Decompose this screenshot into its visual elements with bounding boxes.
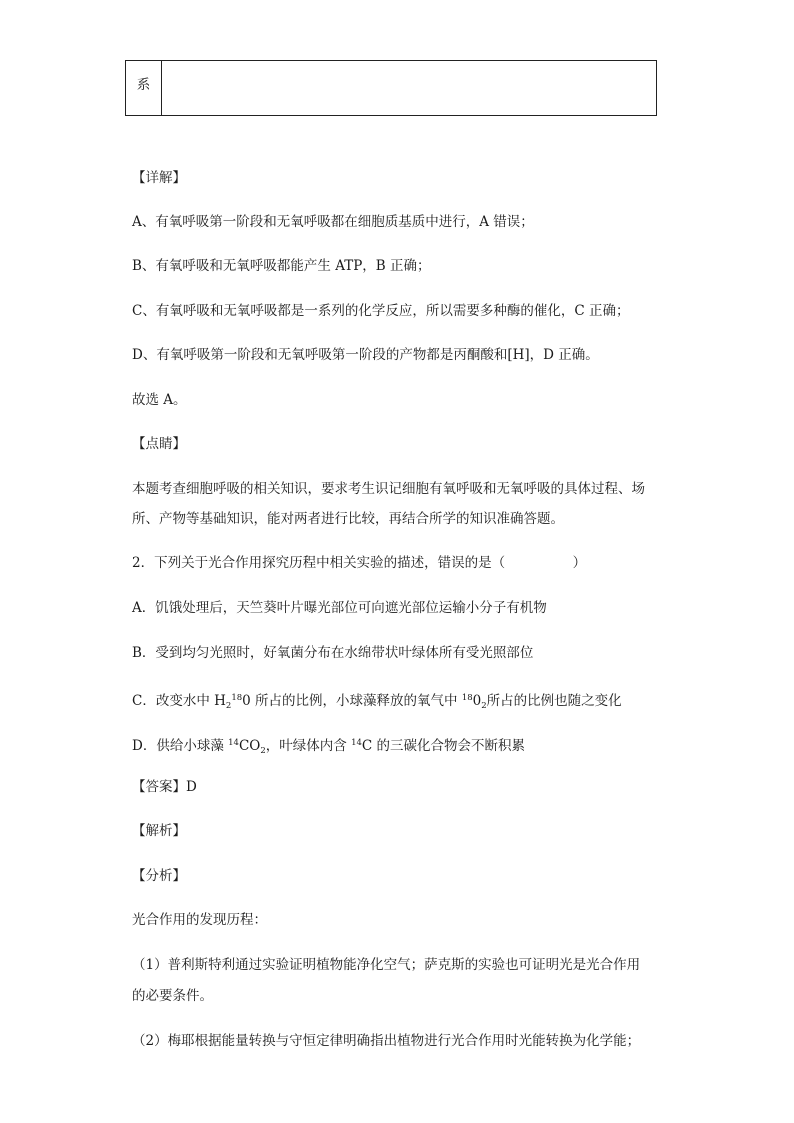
table-cell-label: 系 [126,61,162,115]
detail-line-a: A、有氧呼吸第一阶段和无氧呼吸都在细胞质基质中进行，A 错误； [132,214,534,230]
detail-line-c: C、有氧呼吸和无氧呼吸都是一系列的化学反应，所以需要多种酶的催化，C 正确； [132,303,630,319]
comment-line-1: 本题考查细胞呼吸的相关知识，要求考生识记细胞有氧呼吸和无氧呼吸的具体过程、场 [132,481,645,497]
option-d-sub-1: 2 [260,746,266,756]
history-item-1-line-2: 的必要条件。 [132,988,213,1004]
analysis-heading: 【解析】 [132,823,186,839]
option-c-sub-1: 2 [225,701,232,711]
detail-conclusion: 故选 A。 [132,392,187,408]
option-d-text-4: C 的三碳化合物会不断积累 [361,738,526,754]
table-fragment [125,60,657,116]
option-a: A．饥饿处理后，天竺葵叶片曝光部位可向遮光部位运输小分子有机物 [132,600,547,616]
question-stem: 2．下列关于光合作用探究历程中相关实验的描述，错误的是（ ） [132,555,587,571]
option-d-text-3: ，叶绿体内含 [265,738,352,754]
option-c [132,688,622,716]
option-d-text-1: D．供给小球藻 [132,738,229,754]
comment-line-2: 所、产物等基础知识，能对两者进行比较，再结合所学的知识准确答题。 [132,511,564,527]
table-cell-empty [162,61,656,115]
option-d-sup-2: 14 [351,738,362,748]
option-c-sub-2: 2 [481,701,487,711]
detail-heading: 【详解】 [132,170,186,186]
fenxi-heading: 【分析】 [132,868,186,884]
comment-heading: 【点睛】 [132,436,186,452]
option-c-text-2: 0 所占的比例，小球藻释放的氧气中 [242,693,462,709]
option-c-sup-2: 18 [461,693,473,703]
option-d-text-2: CO [238,738,261,754]
answer-line: 【答案】D [132,779,197,795]
detail-line-d: D、有氧呼吸第一阶段和无氧呼吸第一阶段的产物都是丙酮酸和[H]，D 正确。 [132,347,599,363]
history-title: 光合作用的发现历程： [132,912,267,928]
history-item-2: （2）梅耶根据能量转换与守恒定律明确指出植物进行光合作用时光能转换为化学能； [132,1033,641,1049]
option-c-text-4: 所占的比例也随之变化 [486,693,622,709]
history-item-1-line-1: （1）普利斯特利通过实验证明植物能净化空气；萨克斯的实验也可证明光是光合作用 [132,957,641,973]
option-d [132,733,525,761]
option-c-sup-1: 18 [231,693,243,703]
option-d-sup-1: 14 [228,738,239,748]
option-c-text-3: 0 [472,693,482,709]
option-b: B．受到均匀光照时，好氧菌分布在水绵带状叶绿体所有受光照部位 [132,645,534,661]
option-c-text-1: C．改变水中 H [132,693,226,709]
detail-line-b: B、有氧呼吸和无氧呼吸都能产生 ATP，B 正确； [132,258,431,274]
